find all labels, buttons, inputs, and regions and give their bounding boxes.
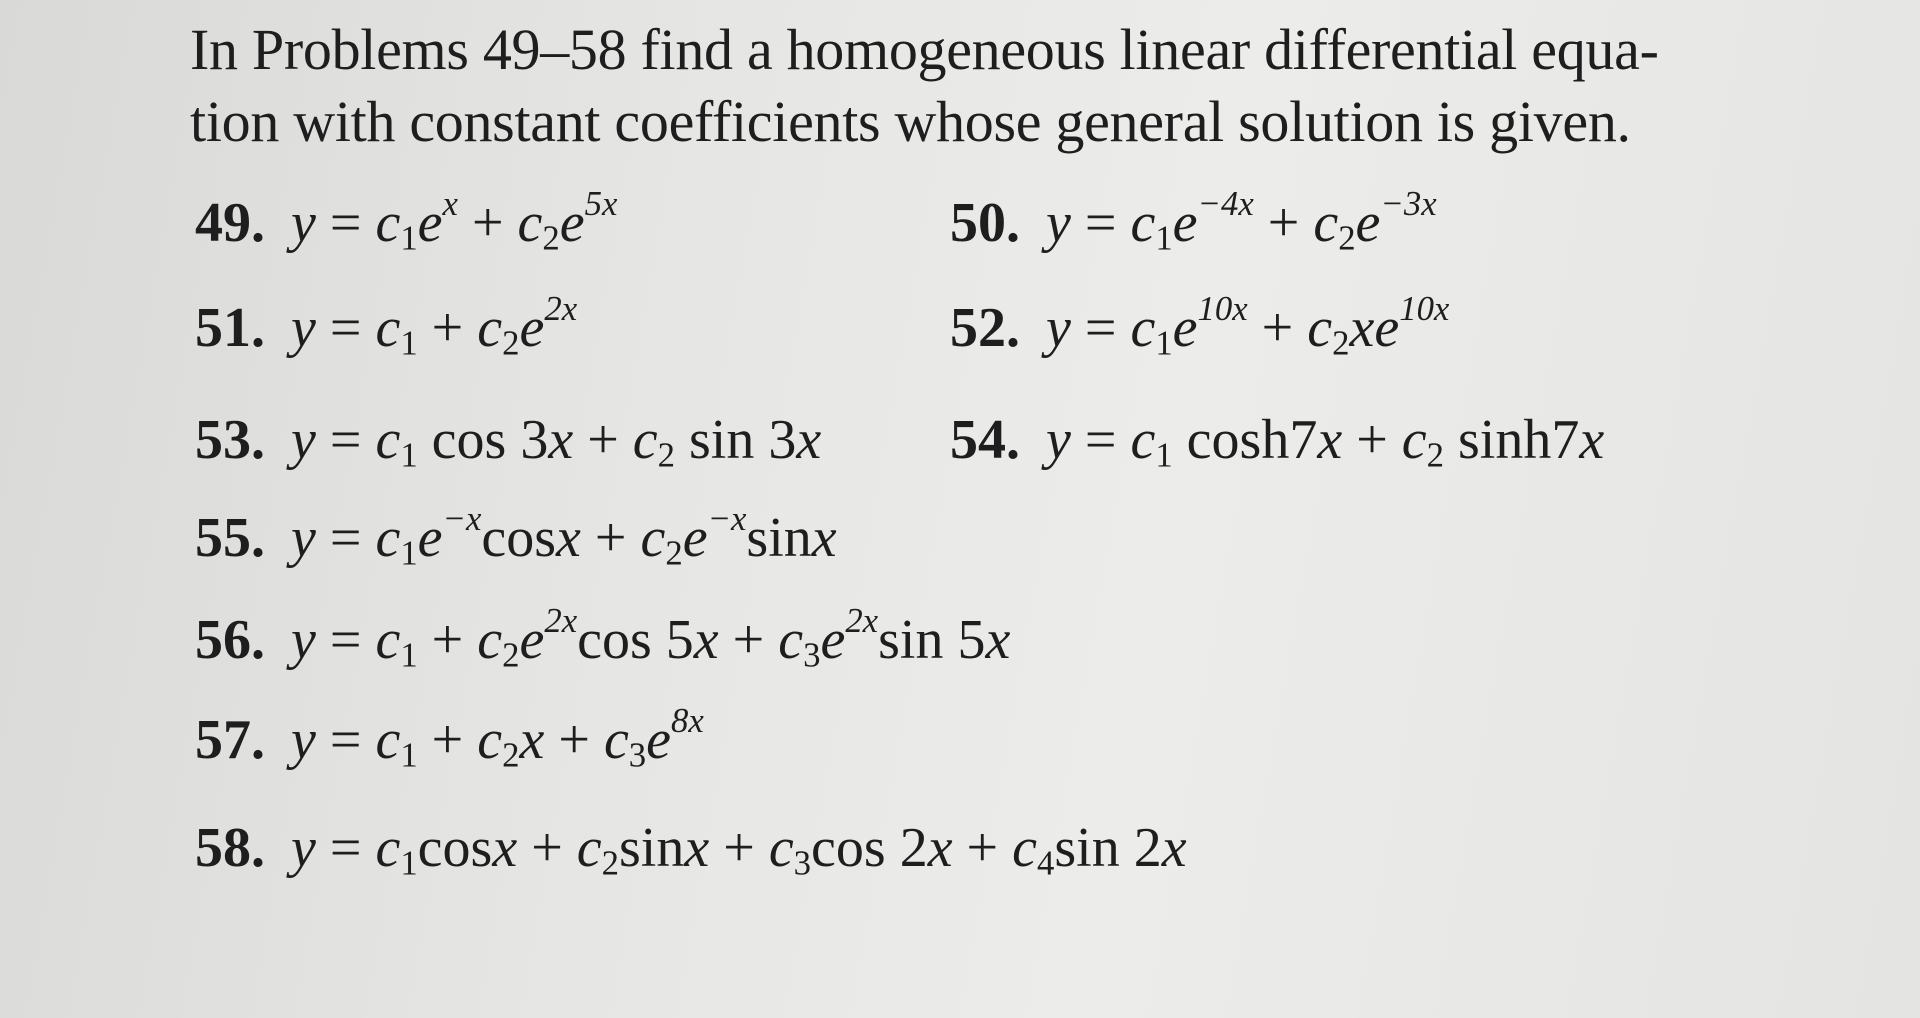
problem-number: 57. — [195, 709, 265, 771]
problem-51 — [195, 288, 578, 363]
solution-equation: $y = c_1\cos x + c_2\sin x + c_3\cos$ $2x + c_4\sin$ 2x — [291, 817, 1187, 883]
solution-equation: $y = c_1e^{-x}\cos x + c_2e^{-x}\sin x$ — [291, 498, 837, 573]
solution-equation: $y = c_1e^{-4x} + c_2e^{-3x}$ — [1046, 183, 1437, 258]
problem-number: 53. — [195, 409, 265, 471]
solution-equation: $y = c_1 + c_2e^{2x}$ — [291, 288, 578, 363]
problem-57 — [195, 700, 704, 775]
instructions-paragraph — [190, 14, 1690, 158]
problem-56 — [195, 600, 1011, 675]
problem-number: 50. — [950, 192, 1020, 254]
problem-number: 49. — [195, 192, 265, 254]
instructions-line-1: In Problems 49–58 find a homogeneous linear differential equa- — [190, 17, 1659, 82]
problem-number: 54. — [950, 409, 1020, 471]
solution-equation: $y = c_1e^{10x} + c_2xe^{10x}$ — [1046, 288, 1450, 363]
problem-53 — [195, 409, 822, 475]
problem-55 — [195, 498, 837, 573]
problem-number: 51. — [195, 297, 265, 359]
solution-equation: $y = c_1 + c_2x + c_3e^{8x}$ — [291, 700, 704, 775]
problem-50 — [950, 183, 1437, 258]
problem-49 — [195, 183, 618, 258]
problem-54 — [950, 409, 1605, 475]
problem-52 — [950, 288, 1450, 363]
solution-equation: $y = c_1$ $\cosh 7x + c_2$ sinh7x — [1046, 409, 1605, 475]
problem-number: 55. — [195, 507, 265, 569]
problem-number: 52. — [950, 297, 1020, 359]
instructions-line-2: tion with constant coefficients whose general solution is given. — [190, 89, 1631, 154]
solution-equation: $y = c_1 + c_2e^{2x}\cos$ $5x + c_3e^{2x}\sin$ 5x — [291, 600, 1011, 675]
solution-equation: $y = c_1$ $\cos 3x + c_2$ sin 3x — [291, 409, 822, 475]
problem-58 — [195, 817, 1187, 883]
solution-equation: $y = c_1e^x + c_2e^{5x}$ — [291, 183, 618, 258]
problem-number: 58. — [195, 817, 265, 879]
problem-number: 56. — [195, 609, 265, 671]
